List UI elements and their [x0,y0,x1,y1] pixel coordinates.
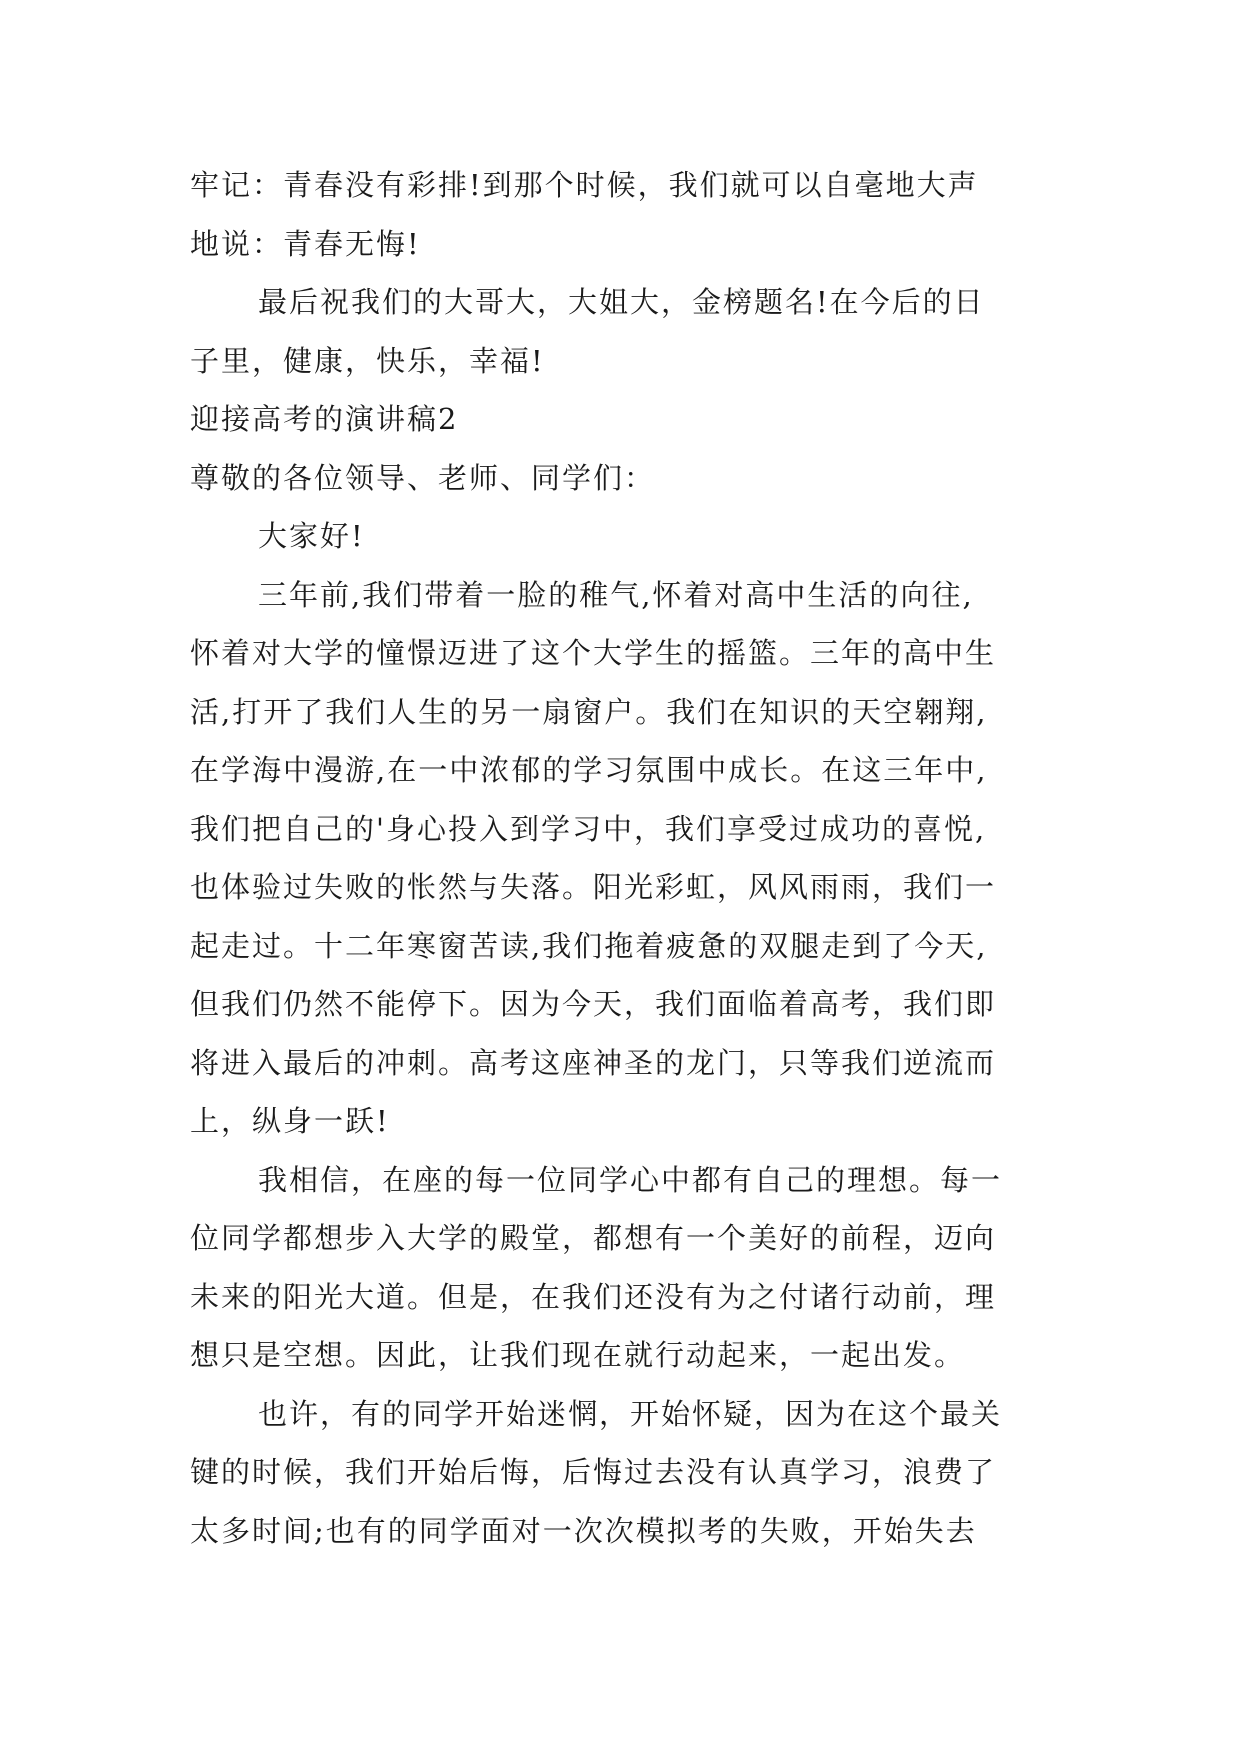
text-line: 但我们仍然不能停下。因为今天，我们面临着高考，我们即 [190,987,997,1021]
text-line: 在学海中漫游,在一中浓郁的学习氛围中成长。在这三年中, [190,753,988,787]
text-line: 起走过。十二年寒窗苦读,我们拖着疲惫的双腿走到了今天, [190,928,988,963]
greeting: 大家好! [258,519,365,553]
text-line: 子里，健康，快乐，幸福! [190,343,545,378]
paragraph-start: 三年前,我们带着一脸的稚气,怀着对高中生活的向往, [258,577,974,612]
paragraph-start: 也许，有的同学开始迷惘，开始怀疑，因为在这个最关 [258,1396,1003,1431]
text-line: 太多时间;也有的同学面对一次次模拟考的失败，开始失去 [190,1513,977,1548]
text-line: 怀着对大学的憧憬迈进了这个大学生的摇篮。三年的高中生 [190,636,997,670]
paragraph-start: 最后祝我们的大哥大，大姐大，金榜题名!在今后的日 [258,285,985,319]
text-line: 牢记：青春没有彩排!到那个时候，我们就可以自毫地大声 [190,168,979,202]
text-line: 键的时候，我们开始后悔，后悔过去没有认真学习，浪费了 [190,1455,997,1489]
paragraph-start: 我相信，在座的每一位同学心中都有自己的理想。每一 [258,1162,1003,1197]
text-line: 上，纵身一跃! [190,1104,390,1138]
text-line: 将进入最后的冲刺。高考这座神圣的龙门，只等我们逆流而 [190,1045,997,1080]
text-line: 我们把自己的'身心投入到学习中，我们享受过成功的喜悦, [190,811,987,846]
text-line: 活,打开了我们人生的另一扇窗户。我们在知识的天空翱翔, [190,694,988,729]
section-heading: 迎接高考的演讲稿2 [190,402,459,436]
text-line: 位同学都想步入大学的殿堂，都想有一个美好的前程，迈向 [190,1221,997,1255]
text-line: 未来的阳光大道。但是，在我们还没有为之付诸行动前，理 [190,1279,997,1314]
document-body [190,156,1060,1560]
text-line: 也体验过失败的怅然与失落。阳光彩虹，风风雨雨，我们一 [190,870,997,904]
salutation: 尊敬的各位领导、老师、同学们： [190,460,656,495]
text-line: 想只是空想。因此，让我们现在就行动起来，一起出发。 [190,1338,966,1372]
text-line: 地说：青春无悔! [190,226,421,261]
